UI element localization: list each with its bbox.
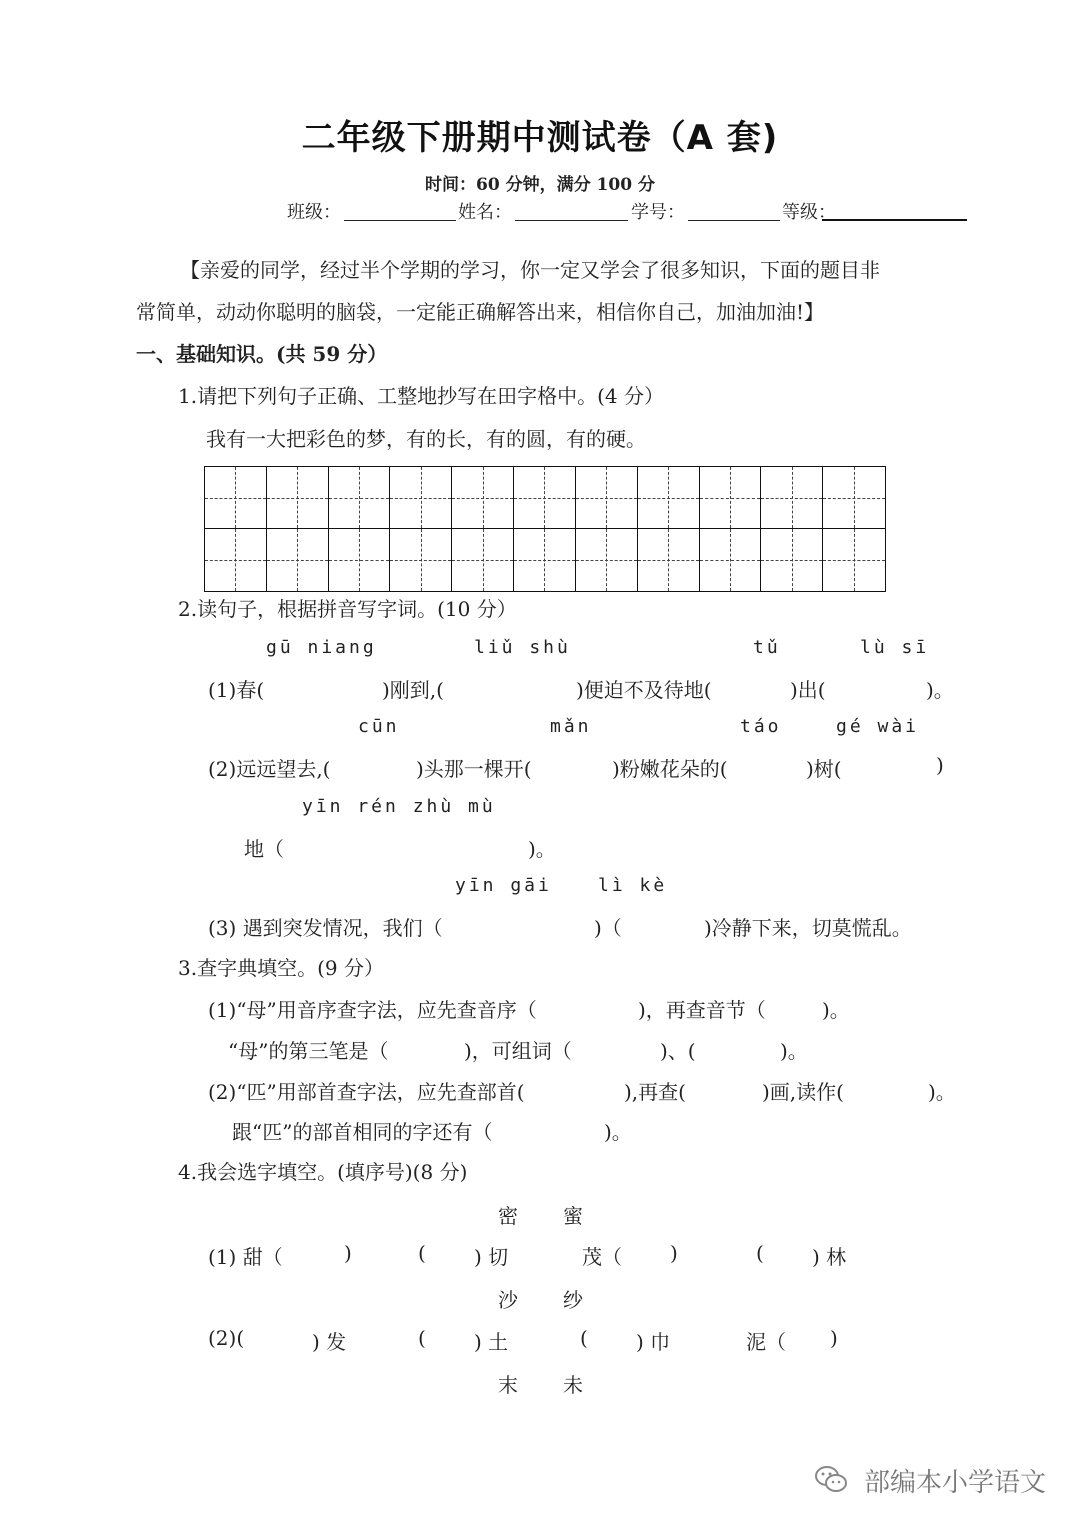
- grid-cell[interactable]: [452, 467, 514, 529]
- grid-cell[interactable]: [700, 467, 762, 529]
- q2-text: )刚到,(: [382, 678, 444, 702]
- pinyin: yīn gāi: [455, 875, 552, 896]
- q3-prompt: 3.查字典填空。(9 分）: [178, 956, 384, 980]
- pinyin: liǔ shù: [474, 637, 571, 658]
- q3-text: ),再查(: [624, 1080, 686, 1104]
- q2-text: )。: [528, 837, 556, 861]
- q3-text: )，再查音节（: [638, 998, 766, 1022]
- q4-text: (2)(: [208, 1326, 245, 1350]
- q2-text: )树(: [806, 757, 842, 781]
- grid-cell[interactable]: [514, 467, 576, 529]
- grid-cell[interactable]: [452, 529, 514, 591]
- q2-text: )粉嫩花朵的(: [612, 757, 728, 781]
- choice-char: 密: [498, 1204, 518, 1228]
- q1-prompt: 1.请把下列句子正确、工整地抄写在田字格中。(4 分）: [178, 384, 664, 408]
- q3-text: “母”的第三笔是（: [228, 1039, 389, 1063]
- q2-text: )头那一棵开(: [416, 757, 532, 781]
- intro-line-1: 【亲爱的同学，经过半个学期的学习，你一定又学会了很多知识，下面的题目非: [180, 258, 880, 282]
- name-label: 姓名：: [458, 202, 512, 223]
- q4-text: ): [670, 1241, 678, 1265]
- q3-text: )，可组词（: [464, 1039, 572, 1063]
- tianzige-grid[interactable]: [204, 466, 886, 592]
- pinyin: tǔ: [753, 637, 781, 658]
- class-blank[interactable]: [344, 220, 456, 221]
- time-and-score: 时间：60 分钟，满分 100 分: [425, 175, 655, 195]
- q4-text: 茂（: [582, 1245, 622, 1269]
- q3-text: )。: [604, 1120, 632, 1144]
- grid-cell[interactable]: [205, 467, 267, 529]
- q3-text: (1)“母”用音序查字法，应先查音序（: [208, 998, 537, 1022]
- q1-sentence: 我有一大把彩色的梦，有的长，有的圆，有的硬。: [206, 427, 646, 451]
- q3-text: )、(: [660, 1039, 696, 1063]
- pinyin: mǎn: [550, 716, 592, 737]
- q4-text: ) 巾: [636, 1330, 671, 1354]
- q2-text: )。: [926, 678, 954, 702]
- q3-text: 跟“匹”的部首相同的字还有（: [232, 1120, 493, 1144]
- grid-cell[interactable]: [576, 529, 638, 591]
- pinyin: táo: [740, 716, 782, 737]
- choice-char: 纱: [563, 1288, 583, 1312]
- q4-text: ) 发: [312, 1330, 347, 1354]
- grid-cell[interactable]: [638, 467, 700, 529]
- grid-cell[interactable]: [638, 529, 700, 591]
- q4-text: (: [418, 1241, 426, 1265]
- q2-text: )出(: [790, 678, 826, 702]
- q2-text: (2)远远望去,(: [208, 757, 331, 781]
- q2-text: (3) 遇到突发情况，我们（: [208, 916, 443, 940]
- grade-label: 等级：: [782, 202, 836, 223]
- q4-text: (: [580, 1326, 588, 1350]
- pinyin: lù sī: [860, 637, 930, 658]
- grid-cell[interactable]: [329, 529, 391, 591]
- q2-text: ): [936, 753, 944, 777]
- grid-cell[interactable]: [700, 529, 762, 591]
- q2-text: )便迫不及待地(: [576, 678, 712, 702]
- grid-cell[interactable]: [761, 529, 823, 591]
- page-title: 二年级下册期中测试卷（A 套): [301, 118, 779, 158]
- name-blank[interactable]: [515, 220, 628, 221]
- grid-cell[interactable]: [329, 467, 391, 529]
- choice-char: 蜜: [563, 1204, 583, 1228]
- grid-cell[interactable]: [390, 467, 452, 529]
- grid-cell[interactable]: [205, 529, 267, 591]
- q3-text: )。: [822, 998, 850, 1022]
- grid-cell[interactable]: [267, 467, 329, 529]
- q3-text: )。: [780, 1039, 808, 1063]
- grid-cell[interactable]: [823, 529, 885, 591]
- pinyin: gū niang: [266, 637, 377, 658]
- class-label: 班级：: [287, 202, 341, 223]
- pinyin: yīn rén zhù mù: [302, 796, 496, 817]
- choice-char: 沙: [498, 1288, 518, 1312]
- intro-line-2: 常简单，动动你聪明的脑袋，一定能正确解答出来，相信你自己，加油加油!】: [136, 300, 825, 324]
- q3-text: )画,读作(: [762, 1080, 844, 1104]
- grid-cell[interactable]: [761, 467, 823, 529]
- q4-text: (1) 甜（: [208, 1245, 283, 1269]
- q2-text: )冷静下来，切莫慌乱。: [704, 916, 912, 940]
- grid-cell[interactable]: [267, 529, 329, 591]
- pinyin: cūn: [358, 716, 400, 737]
- q4-text: ): [344, 1241, 352, 1265]
- section-heading: 一、基础知识。(共 59 分）: [136, 342, 388, 366]
- q4-text: ) 切: [474, 1245, 509, 1269]
- q4-text: 泥（: [746, 1330, 786, 1354]
- q4-text: ): [830, 1326, 838, 1350]
- q4-text: (: [756, 1241, 764, 1265]
- q4-text: ) 林: [812, 1245, 847, 1269]
- grid-cell[interactable]: [823, 467, 885, 529]
- watermark: 部编本小学语文: [863, 1468, 1046, 1498]
- q2-text: 地（: [244, 837, 284, 861]
- grid-cell[interactable]: [576, 467, 638, 529]
- grid-cell[interactable]: [390, 529, 452, 591]
- choice-char: 末: [498, 1373, 518, 1397]
- q4-text: (: [418, 1326, 426, 1350]
- q2-prompt: 2.读句子，根据拼音写字词。(10 分）: [178, 597, 517, 621]
- wechat-icon: [814, 1464, 848, 1494]
- number-label: 学号：: [631, 202, 685, 223]
- grid-cell[interactable]: [514, 529, 576, 591]
- q4-prompt: 4.我会选字填空。(填序号)(8 分): [178, 1160, 468, 1184]
- q4-text: ) 土: [474, 1330, 509, 1354]
- q3-text: )。: [928, 1080, 956, 1104]
- q2-text: (1)春(: [208, 678, 265, 702]
- q2-text: )（: [594, 916, 622, 940]
- pinyin: gé wài: [836, 716, 920, 737]
- choice-char: 未: [563, 1373, 583, 1397]
- pinyin: lì kè: [598, 875, 668, 896]
- number-blank[interactable]: [688, 220, 780, 221]
- grade-blank[interactable]: [822, 219, 967, 221]
- q3-text: (2)“匹”用部首查字法，应先查部首(: [208, 1080, 525, 1104]
